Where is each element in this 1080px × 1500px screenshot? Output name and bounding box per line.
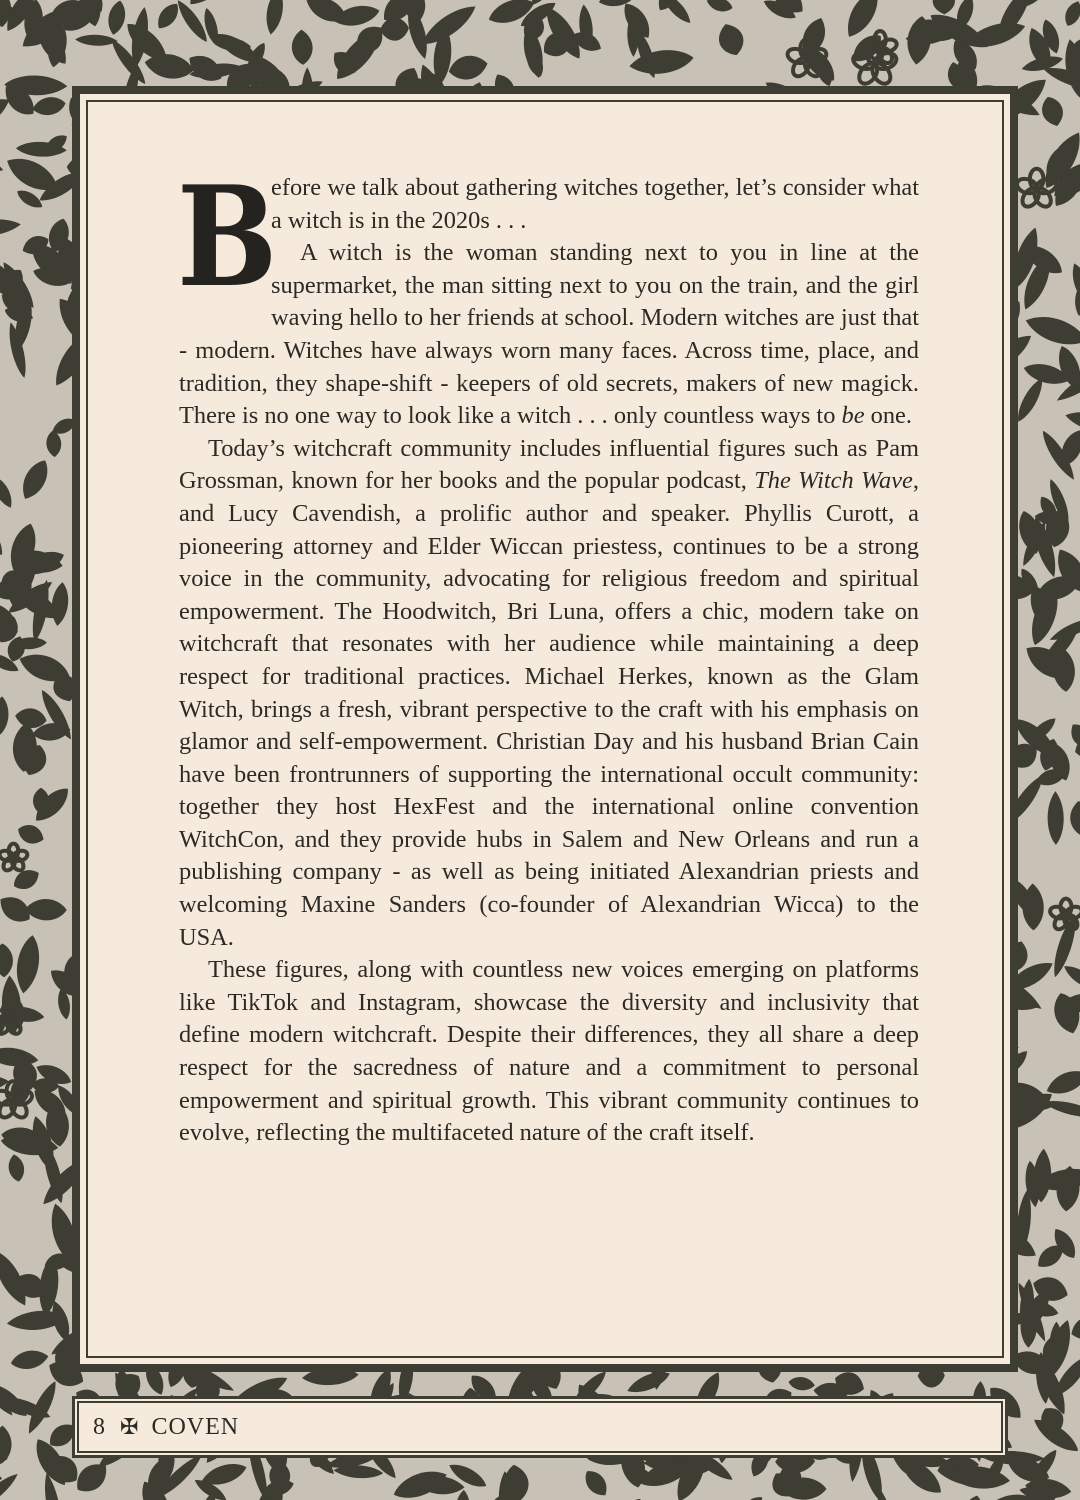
podcast-title: The Witch Wave (754, 467, 913, 495)
leaf-motif (0, 474, 16, 511)
leaf-motif (738, 1493, 766, 1500)
page-number: 8 (93, 1413, 106, 1440)
leaf-motif (75, 34, 118, 47)
leaf-motif (0, 514, 9, 562)
drop-cap: B (177, 155, 274, 318)
flower-motif (856, 60, 881, 87)
flower-motif (1049, 905, 1068, 921)
leaf-motif (962, 1493, 985, 1500)
flower-motif (1015, 176, 1039, 195)
leaf-motif (1047, 791, 1064, 845)
opening-line: efore we talk about gathering witches together, let’s consider what a witch is in the 2020s . . . (271, 174, 919, 234)
leaf-motif (45, 430, 62, 458)
leaf-motif (25, 899, 67, 921)
leaf-motif (31, 95, 67, 118)
emphasis-be: be (841, 402, 865, 430)
leaf-motif (0, 144, 6, 179)
book-title: COVEN (151, 1413, 240, 1440)
leaf-motif (1038, 94, 1067, 129)
leaf-motif (446, 52, 489, 83)
running-footer (72, 1396, 1008, 1458)
leaf-motif (15, 821, 47, 848)
paragraph-1 (177, 155, 919, 433)
leaf-motif (13, 934, 43, 996)
paragraph-3: These figures, along with countless new voices emerging on platforms like TikTok and Instagram, showcase the diversity and inclusivity that define modern witchcraft. Despite their differences, they all share a deep respect for the sacredness of nature and a commitment to personal empowerment and spiritual growth. This vibrant community continues to evolve, reflecting the multifaceted nature of the craft itself. (179, 956, 919, 1147)
leaf-motif (1022, 310, 1080, 352)
leaf-motif (609, 1493, 651, 1500)
leaf-motif (1053, 343, 1080, 393)
leaf-motif (788, 1376, 816, 1392)
leaf-motif (263, 0, 286, 36)
paragraph-1-text: A witch is the woman standing next to you in line at the supermarket, the man sitting next to you on the train, and the girl waving hello to her friends at school. Modern witches are just that - modern. Witches have always worn many faces. Across time, place, and tradition, they shape-shift - keepers of old secrets, makers of new magick. There is no one way to look like a witch . . . only countless ways to (179, 239, 919, 430)
body-text (177, 155, 919, 1150)
leaf-motif (714, 20, 748, 59)
leaf-motif (6, 1153, 26, 1183)
leaf-motif (0, 216, 22, 238)
leaf-motif (0, 1425, 12, 1464)
leaf-motif (932, 0, 955, 15)
leaf-motif (16, 456, 54, 504)
leaf-motif (628, 46, 695, 77)
leaf-motif (1061, 961, 1080, 994)
paragraph-1-end: one. (864, 402, 912, 430)
leaf-motif (291, 29, 313, 65)
page-frame (72, 86, 1018, 1372)
leaf-motif (705, 0, 734, 14)
leaf-motif (9, 1347, 50, 1372)
leaf-motif (105, 0, 128, 36)
paragraph-2-rest: , and Lucy Cavendish, a prolific author and speaker. Phyllis Curott, a pioneering attorney and Elder Wiccan priestess, continues to be a strong voice in the community, advocating for religious freedom and spiritual empowerment. The Hoodwitch, Bri Luna, offers a chic, modern take on witchcraft that resonates with her audience while maintaining a deep respect for traditional practices. Michael Herkes, known as the Glam Witch, brings a fresh, vibrant perspective to the craft with his emphasis on glamor and self-empowerment. Christian Day and his husband Brian Cain have been frontrunners of supporting the international occult community: together they host HexFest and the international online convention WitchCon, and they provide hubs in Salem and New Orleans and run a publishing company - as well as being initiated Alexandrian priests and welcoming Maxine Sanders (co-founder of Alexandrian Wicca) to the USA. (179, 467, 919, 951)
text-panel (80, 94, 1010, 1364)
leaf-motif (0, 943, 14, 978)
paragraph-2 (179, 433, 919, 955)
leaf-motif (49, 581, 70, 627)
leaf-motif (580, 1466, 612, 1500)
leaf-motif (0, 696, 9, 735)
leaf-motif (1061, 0, 1080, 29)
leaf-motif (390, 1464, 451, 1500)
flower-motif (0, 849, 15, 863)
paragraph-2-start: Today’s witchcraft community includes influential figures such as Pam Grossman, known for her books and the popular podcast, (179, 434, 919, 495)
leaf-motif (1067, 799, 1080, 839)
cross-ornament-icon: ✠ (120, 1414, 140, 1439)
paragraph-1-continued (179, 237, 919, 433)
leaf-motif (0, 1470, 21, 1500)
